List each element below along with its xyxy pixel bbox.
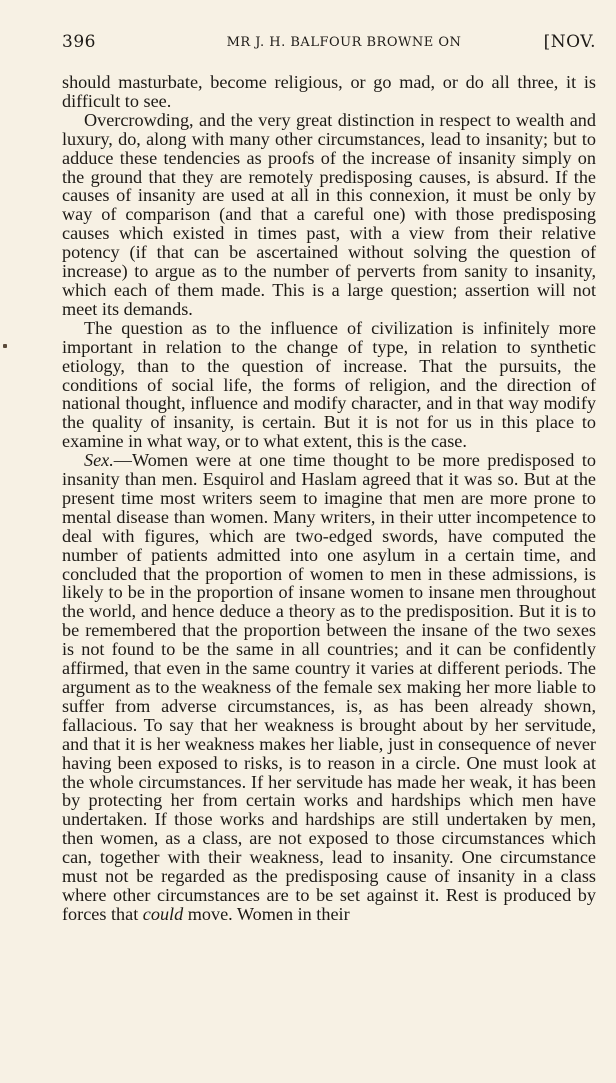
section-lead-sex: Sex. [84, 450, 114, 471]
running-title: MR J. H. BALFOUR BROWNE ON [226, 35, 462, 50]
paragraph-overcrowding: Overcrowding, and the very great distinction in respect to wealth and luxury, do, along with many other circumstances, lead to insanity; but to adduce these tendencies as proofs of the increase of insanity simply on the ground that they are remotely predisposing causes, is absurd. If the causes of insanity are used at all in this connexion, it must be only by way of comparison (and that a careful one) with those predisposing causes which existed in times past, with a view from their relative potency (if that can be ascertained without solving the question of increase) to argue as to the number of perverts from sanity to insanity, which each of them made. This is a large question; assertion will not meet its demands. [62, 109, 596, 319]
paragraph-sex-text-b: move. Women in their [183, 903, 350, 924]
running-header [62, 32, 596, 56]
paragraph-sex [62, 451, 596, 924]
margin-mark [3, 344, 7, 348]
page-number: 396 [62, 32, 96, 52]
paragraph-civilization: The question as to the influence of civilization is infinitely more important in relation to the change of type, in relation to synthetic etiology, than to the question of increase. That the pursuits, the conditions of social life, the forms of religion, and the direction of national thought, influence and modify character, and in that way modify the quality of insanity, is certain. But it is not for us in this place to examine in what way, or to what extent, this is the case. [62, 317, 596, 452]
issue-month: [NOV. [543, 32, 596, 52]
emphasis-could: could [142, 903, 184, 924]
page-body [62, 73, 596, 924]
paragraph-sex-text-a: —Women were at one time thought to be more predisposed to insanity than men. Esquirol and Haslam agreed that it was so. But at the present time most writers seem to imagine that men are more prone to mental disease than women. Many writers, in their utter incompetence to deal with figures, which are two-edged swords, have computed the number of patients admitted into one asylum in a certain time, and concluded that the proportion of women to men in these admissions, is likely to be in the proportion of insane women to insane men throughout the world, and hence deduce a theory as to the predisposition. But it is to be remembered that the proportion between the insane of the two sexes is not found to be the same in all countries; and it can be confidently affirmed, that even in the same country it varies at different periods. The argument as to the weakness of the female sex making her more liable to suffer from adverse circumstances, is, as has been already shown, fallacious. To say that her weakness is brought about by her servitude, and that it is her weakness makes her liable, just in consequence of never having been exposed to risks, is to reason in a circle. One must look at the whole circumstances. If her servitude has made her weak, it has been by protecting her from certain works and hardships which men have undertaken. If those works and hardships are still undertaken by men, then women, as a class, are not exposed to those circumstances which can, together with their weakness, lead to insanity. One circumstance must not be regarded as the predisposing cause of insanity in a class where other circumstances are to be set against it. Rest is produced by forces that [62, 450, 596, 924]
paragraph-continuation: should masturbate, become religious, or go mad, or do all three, it is difficult to see. [62, 72, 596, 111]
